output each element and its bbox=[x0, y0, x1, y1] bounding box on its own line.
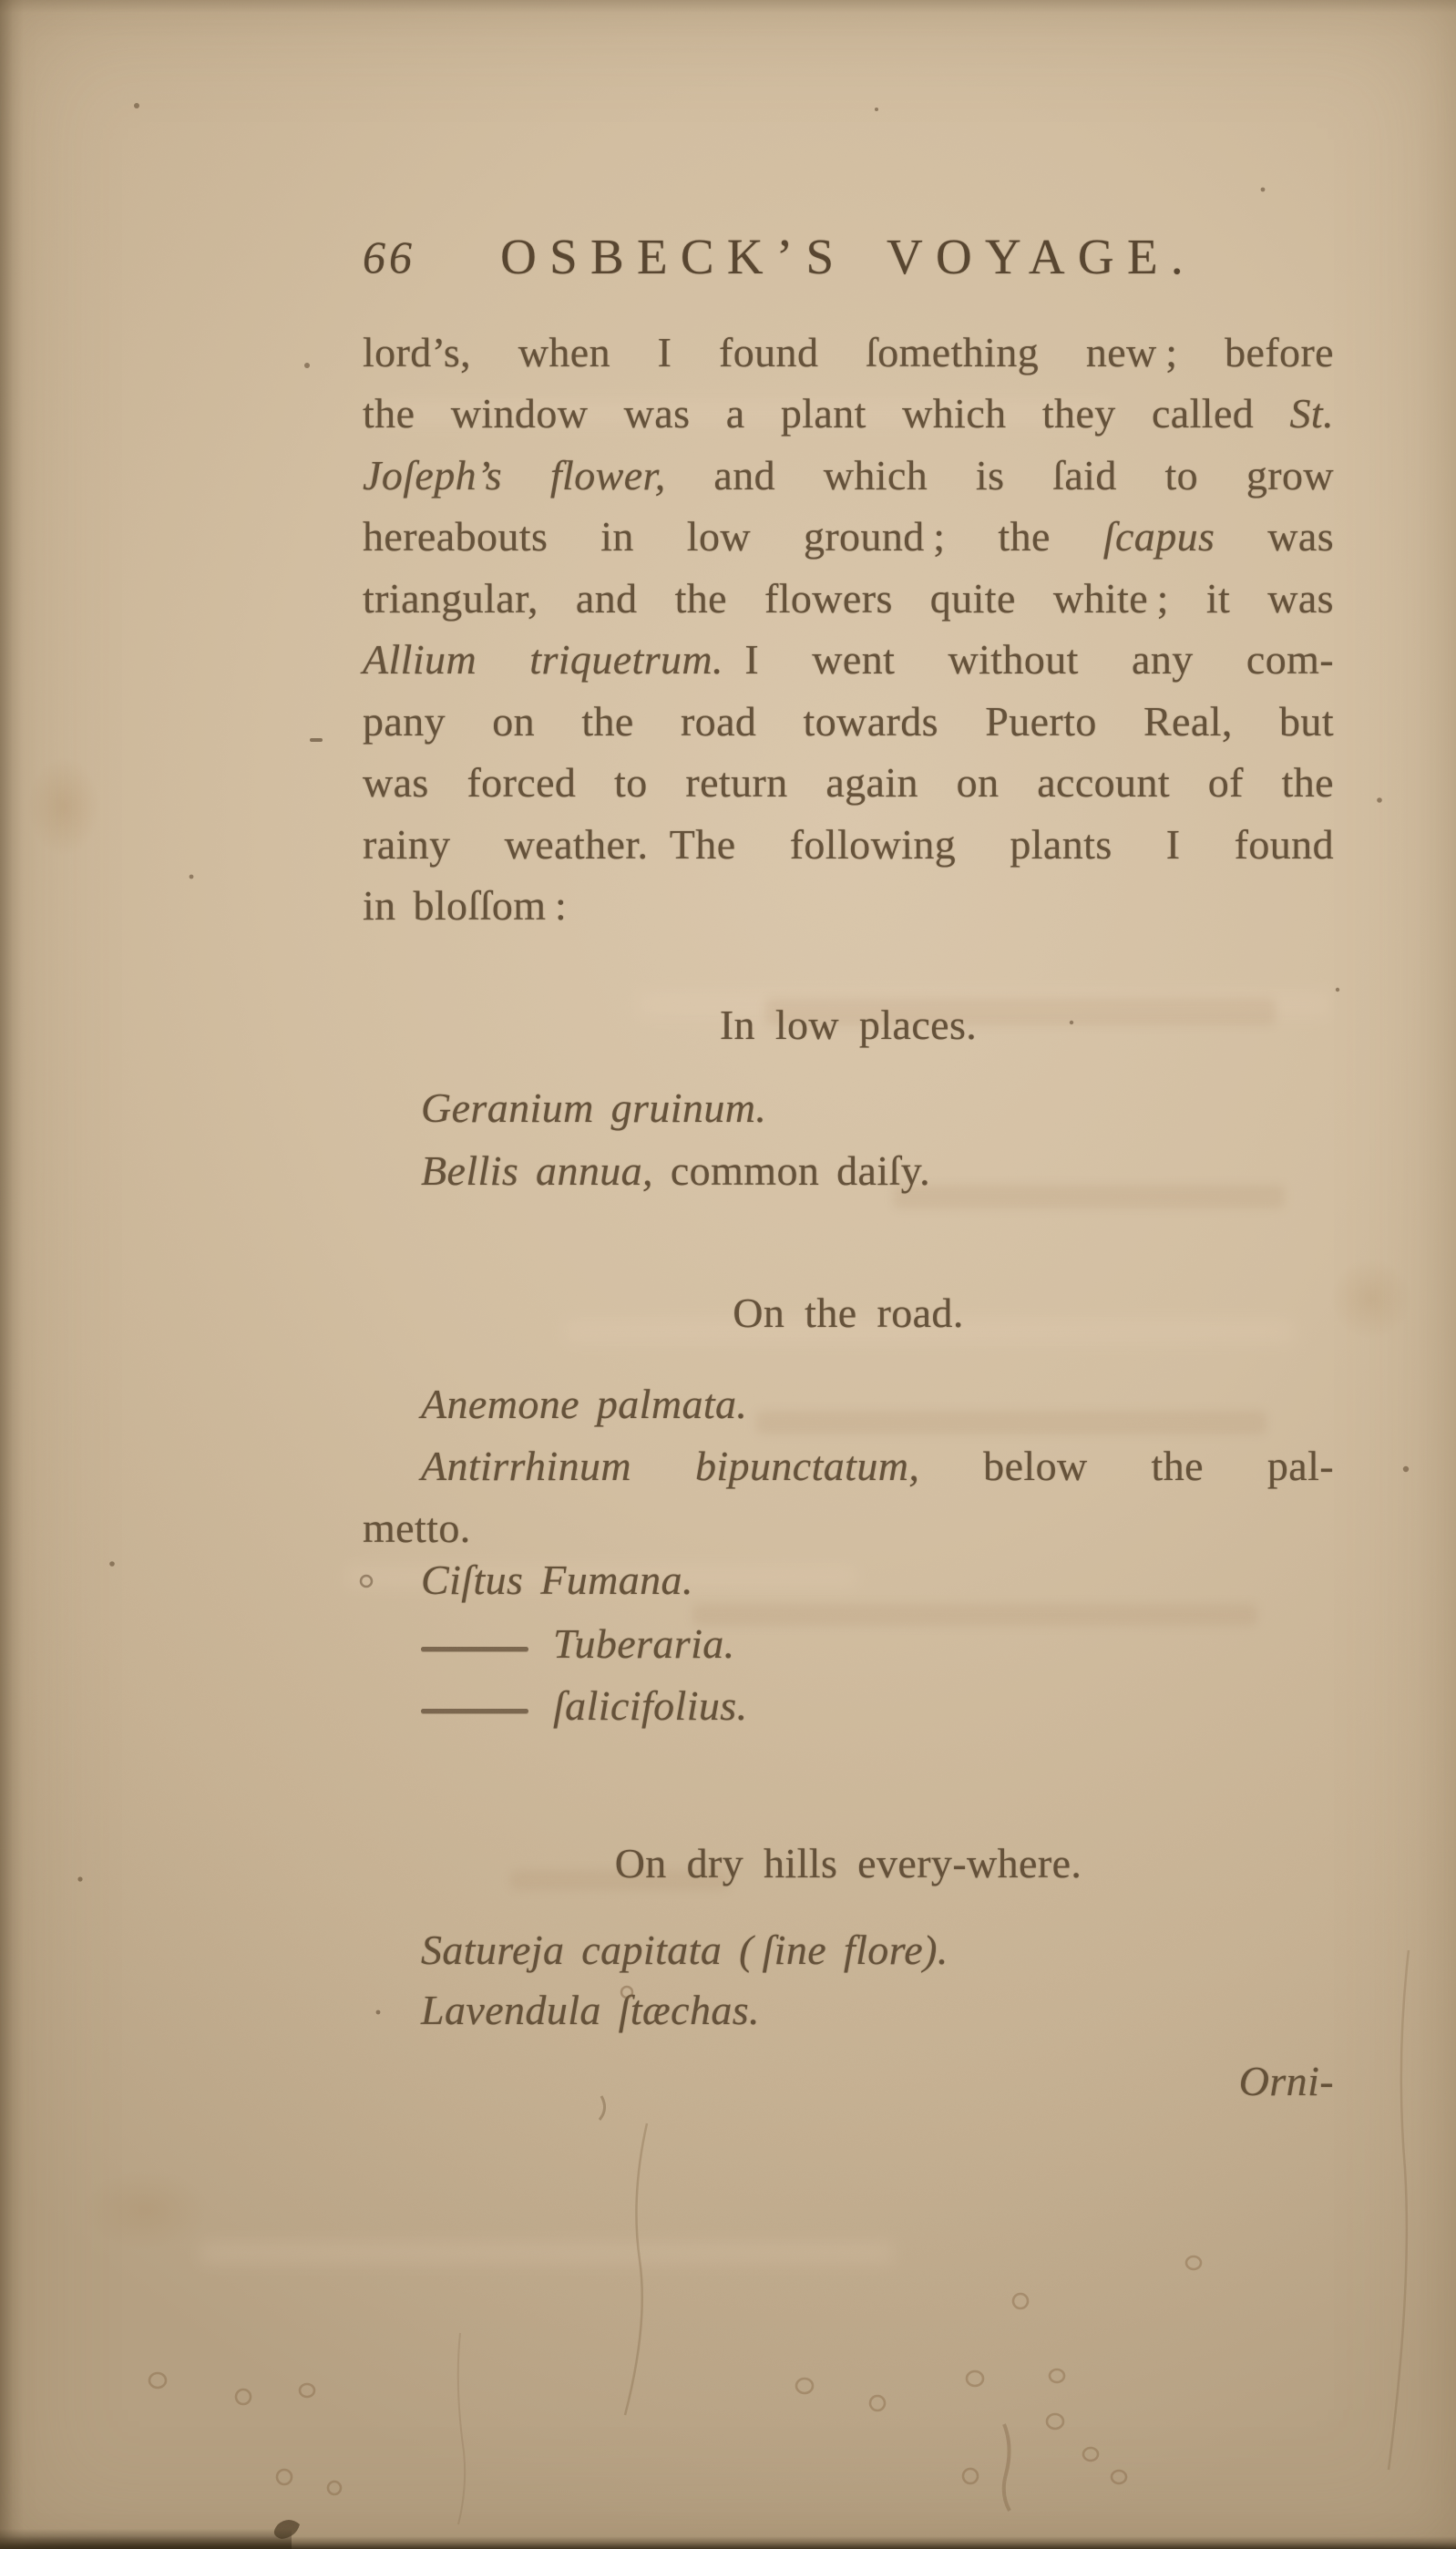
plant-list-item bbox=[421, 1077, 1334, 1139]
section-heading-dry-hills bbox=[363, 1833, 1334, 1895]
text-run-italic: Antirrhinum bipunctatum, bbox=[421, 1443, 920, 1489]
text-run: and which is ſaid to grow bbox=[665, 452, 1334, 498]
text-run-italic: St. bbox=[1289, 390, 1334, 437]
paper-stain bbox=[82, 2169, 210, 2251]
text-run-italic: Ciſtus Fumana. bbox=[421, 1557, 693, 1603]
plant-list-item bbox=[421, 1979, 1334, 2041]
text-run-italic: Lavendula ſtæchas. bbox=[421, 1987, 760, 2033]
plant-list-item bbox=[421, 1549, 1334, 1611]
paragraph-line bbox=[363, 568, 1334, 630]
text-run: the window was a plant which they called bbox=[363, 390, 1290, 437]
text-run-italic: Satureja capitata ( ſine flore). bbox=[421, 1927, 948, 1973]
text-run-italic: Geranium gruinum. bbox=[421, 1084, 767, 1131]
page-bottom-edge bbox=[0, 2536, 1456, 2549]
ditto-dash bbox=[421, 1647, 528, 1651]
plant-list-item bbox=[421, 1373, 1334, 1435]
text-run: pany on the road towards Puerto Real, but bbox=[363, 698, 1334, 745]
paragraph-line bbox=[363, 691, 1334, 753]
paragraph-line bbox=[363, 875, 1334, 937]
paragraph-line bbox=[363, 322, 1334, 384]
page-left-edge-shadow bbox=[0, 0, 24, 2549]
text-run-italic: Anemone palmata. bbox=[421, 1381, 748, 1427]
heading-text: In low places. bbox=[719, 1002, 978, 1048]
text-run-italic: Joſeph’s flower, bbox=[363, 452, 666, 498]
plant-list-item bbox=[421, 1675, 1334, 1737]
text-run: triangular, and the flowers quite white ; it was bbox=[363, 575, 1334, 622]
page-number: 66 bbox=[363, 231, 415, 283]
paragraph-line bbox=[363, 814, 1334, 876]
text-run: I went without any com- bbox=[723, 636, 1334, 683]
catchword-text: Orni- bbox=[1238, 2058, 1334, 2104]
text-run-italic: ſalicifolius. bbox=[553, 1682, 748, 1729]
section-heading-on-the-road bbox=[363, 1282, 1334, 1344]
running-head bbox=[363, 224, 1334, 290]
text-run: in bloſſom : bbox=[363, 882, 568, 929]
section-heading-low-places bbox=[363, 994, 1334, 1056]
plant-list-item bbox=[421, 1140, 1334, 1202]
paragraph-line bbox=[363, 445, 1334, 507]
heading-text: On dry hills every-where. bbox=[614, 1840, 1082, 1886]
paragraph-line bbox=[363, 629, 1334, 691]
page-top-edge-shadow bbox=[0, 0, 1456, 13]
text-run: was forced to return again on account of the bbox=[363, 759, 1334, 806]
ditto-dash bbox=[421, 1709, 528, 1713]
text-run: below the pal- bbox=[919, 1443, 1334, 1489]
running-title: OSBECK’S VOYAGE. bbox=[500, 229, 1196, 284]
text-run: was bbox=[1215, 513, 1335, 560]
paragraph-line bbox=[363, 752, 1334, 814]
paragraph-line bbox=[363, 506, 1334, 568]
text-run: hereabouts in low ground ; the bbox=[363, 513, 1103, 560]
text-run-italic: Tuberaria. bbox=[553, 1620, 735, 1667]
text-run-italic: Allium triquetrum. bbox=[363, 636, 723, 683]
plant-list-item bbox=[421, 1919, 1334, 1981]
text-run-italic: Bellis annua, bbox=[421, 1147, 653, 1194]
paper-stain bbox=[27, 756, 100, 857]
text-run-italic: ſcapus bbox=[1102, 513, 1215, 560]
scan-streak bbox=[200, 2242, 893, 2264]
plant-list-item bbox=[421, 1613, 1334, 1675]
paper-stain bbox=[1330, 1258, 1412, 1340]
text-run: common daiſy. bbox=[652, 1147, 931, 1194]
text-run: lord’s, when I found ſomething new ; before bbox=[363, 329, 1334, 375]
text-run: rainy weather. The following plants I found bbox=[363, 821, 1334, 868]
heading-text: On the road. bbox=[733, 1290, 964, 1336]
catchword bbox=[363, 2051, 1334, 2112]
plant-list-item bbox=[421, 1435, 1334, 1497]
text-run: metto. bbox=[363, 1505, 471, 1551]
paragraph-line bbox=[363, 383, 1334, 445]
